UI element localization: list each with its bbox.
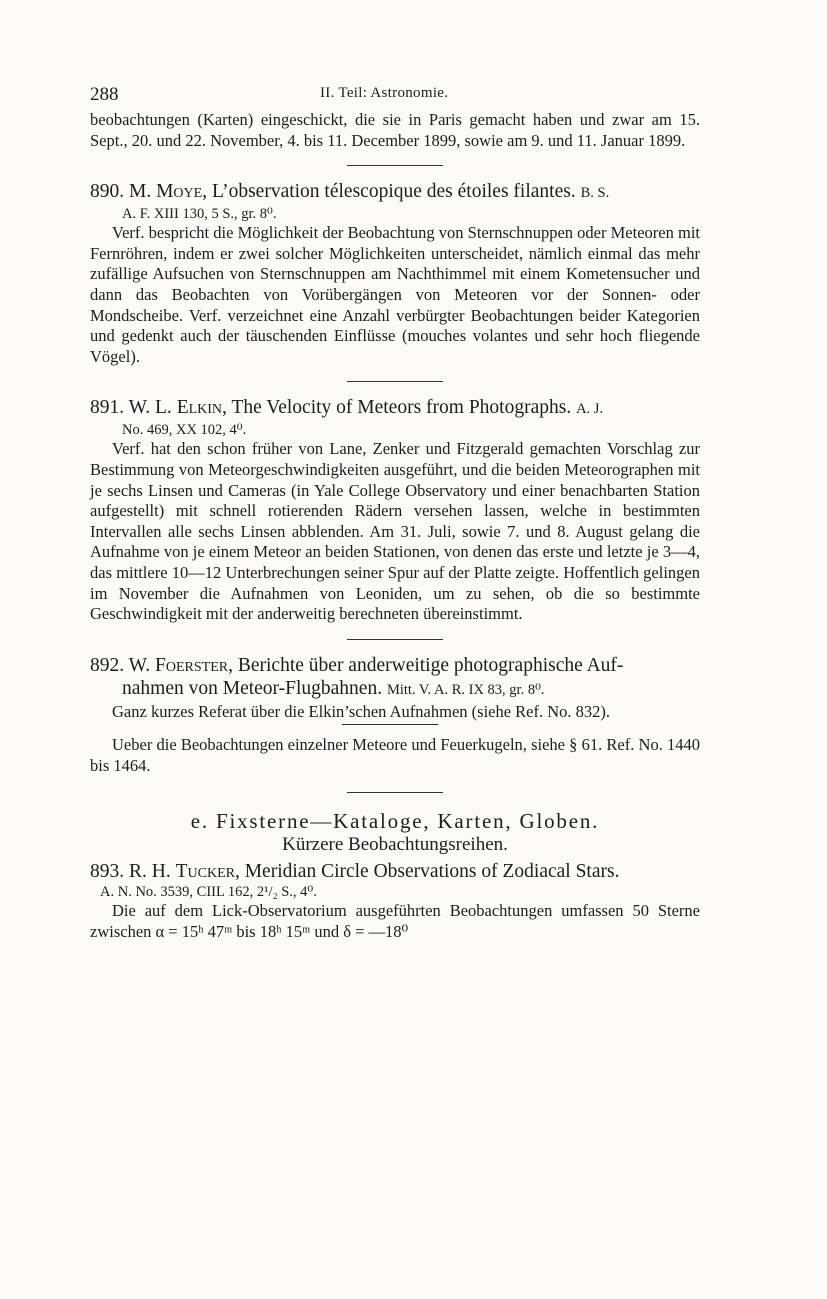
- section-title: e. Fixsterne—Kataloge, Karten, Globen.: [190, 809, 600, 834]
- author-initial: M.: [129, 181, 152, 203]
- entry-number: 891.: [90, 397, 125, 419]
- citation: B. S.: [580, 185, 610, 202]
- author-initial: R. H.: [129, 861, 171, 883]
- separator-rule: [347, 792, 443, 793]
- entry-890-body: Verf. bespricht die Möglichkeit der Beobachtung von Sternschnuppen oder Meteoren mit Fernröhren, indem er zwei solcher Möglichkeiten unterscheidet, nämlich einmal das mehr zufällige Aufsuchen von Sternschnuppen am Nachthimmel mit einem Kometensucher und dann das Beobachten von Vorübergängen von Meteoren vor der Sonnen- oder Mondscheibe. Verf. verzeichnet eine Anzahl verbürgter Beobachtungen beider Kategorien und gedenkt auch der täuschenden Einflüsse (mouches volantes und sehr hoch fliegende Vögel).: [90, 223, 700, 366]
- author-surname: Moye,: [156, 181, 208, 203]
- separator-rule: [347, 639, 443, 640]
- citation: A. J.: [576, 401, 604, 418]
- entry-893-heading: [90, 860, 700, 883]
- separator-rule: [347, 165, 443, 166]
- entry-892: [90, 654, 700, 723]
- author-surname: Elkin,: [176, 397, 227, 419]
- entry-893-meta: A. N. No. 3539, CIIL 162, 2¹/₂ S., 4⁰.: [100, 884, 317, 901]
- entry-892-body: Ganz kurzes Referat über die Elkin’schen Aufnahmen (siehe Ref. No. 832).: [112, 701, 611, 721]
- document-page: [90, 84, 700, 943]
- running-title: II. Teil: Astronomie.: [320, 85, 449, 101]
- entry-number: 892.: [90, 654, 125, 676]
- entry-number: 893.: [90, 861, 125, 883]
- page-number: 288: [90, 84, 119, 105]
- entry-891-heading: [90, 396, 700, 421]
- section-subtitle: Kürzere Beobachtungsreihen.: [282, 834, 508, 856]
- separator-rule: [347, 381, 443, 382]
- entry-892-heading: [90, 654, 700, 677]
- entry-890: [90, 180, 700, 367]
- entry-892-heading-continued: [122, 677, 700, 702]
- entry-title: Meridian Circle Observations of Zodiacal Stars.: [244, 861, 620, 883]
- entry-893: [90, 860, 700, 942]
- entry-number: 890.: [90, 181, 125, 203]
- carryover-paragraph: beobachtungen (Karten) eingeschickt, die sie in Paris gemacht haben und zwar am 15. Sept., 20. und 22. November, 4. bis 11. December 1899, sowie am 9. und 11. Januar 1899.: [90, 110, 700, 150]
- entry-title: Berichte über anderweitige photographische Auf-: [237, 654, 624, 676]
- citation: Mitt. V. A. R. IX 83, gr. 8⁰.: [386, 681, 545, 698]
- entry-title-continued: nahmen von Meteor-Flugbahnen.: [122, 677, 383, 699]
- author-initial: W.: [128, 654, 151, 676]
- entry-891: [90, 396, 700, 624]
- crossref-paragraph: Ueber die Beobachtungen einzelner Meteore und Feuerkugeln, siehe § 61. Ref. No. 1440 bis 1464.: [90, 735, 700, 775]
- entry-891-meta: No. 469, XX 102, 4⁰.: [122, 422, 247, 439]
- author-initial: W. L.: [128, 397, 172, 419]
- entry-893-body: Die auf dem Lick-Observatorium ausgeführten Beobachtungen umfassen 50 Sterne zwischen α = 15ʰ 47ᵐ bis 18ʰ 15ᵐ und δ = —18⁰: [90, 901, 700, 942]
- entry-title: L’observation télescopique des étoiles filantes.: [211, 181, 576, 203]
- entry-890-heading: [90, 180, 700, 205]
- entry-891-body: Verf. hat den schon früher von Lane, Zenker und Fitzgerald gemachten Vorschlag zur Bestimmung von Meteorgeschwindigkeiten ausgeführt, und die beiden Meteorographen mit je sechs Linsen und Cameras (in Yale College Observatory und einer benachbarten Station aufgestellt) mit schnell rotierenden Rädern versehen lassen, welche in bestimmten Intervallen alle sechs Linsen abblenden. Am 31. Juli, sowie 7. und 8. August gelang die Aufnahme von je einem Meteor an beiden Stationen, von denen das erste und letzte je 3—4, das mittlere 10—12 Unterbrechungen seiner Spur auf der Platte zeigte. Hoffentlich gelingen im November die Aufnahmen von Leoniden, um zu sehen, ob die so bestimmte Geschwindigkeit mit der anderweitig berechneten übereinstimmt.: [90, 439, 700, 624]
- entry-title: The Velocity of Meteors from Photographs.: [231, 397, 572, 419]
- author-surname: Foerster,: [155, 654, 233, 676]
- entry-890-meta: A. F. XIII 130, 5 S., gr. 8⁰.: [122, 206, 277, 223]
- separator-rule: [342, 724, 438, 725]
- page-header: [90, 84, 700, 110]
- author-surname: Tucker,: [175, 861, 240, 883]
